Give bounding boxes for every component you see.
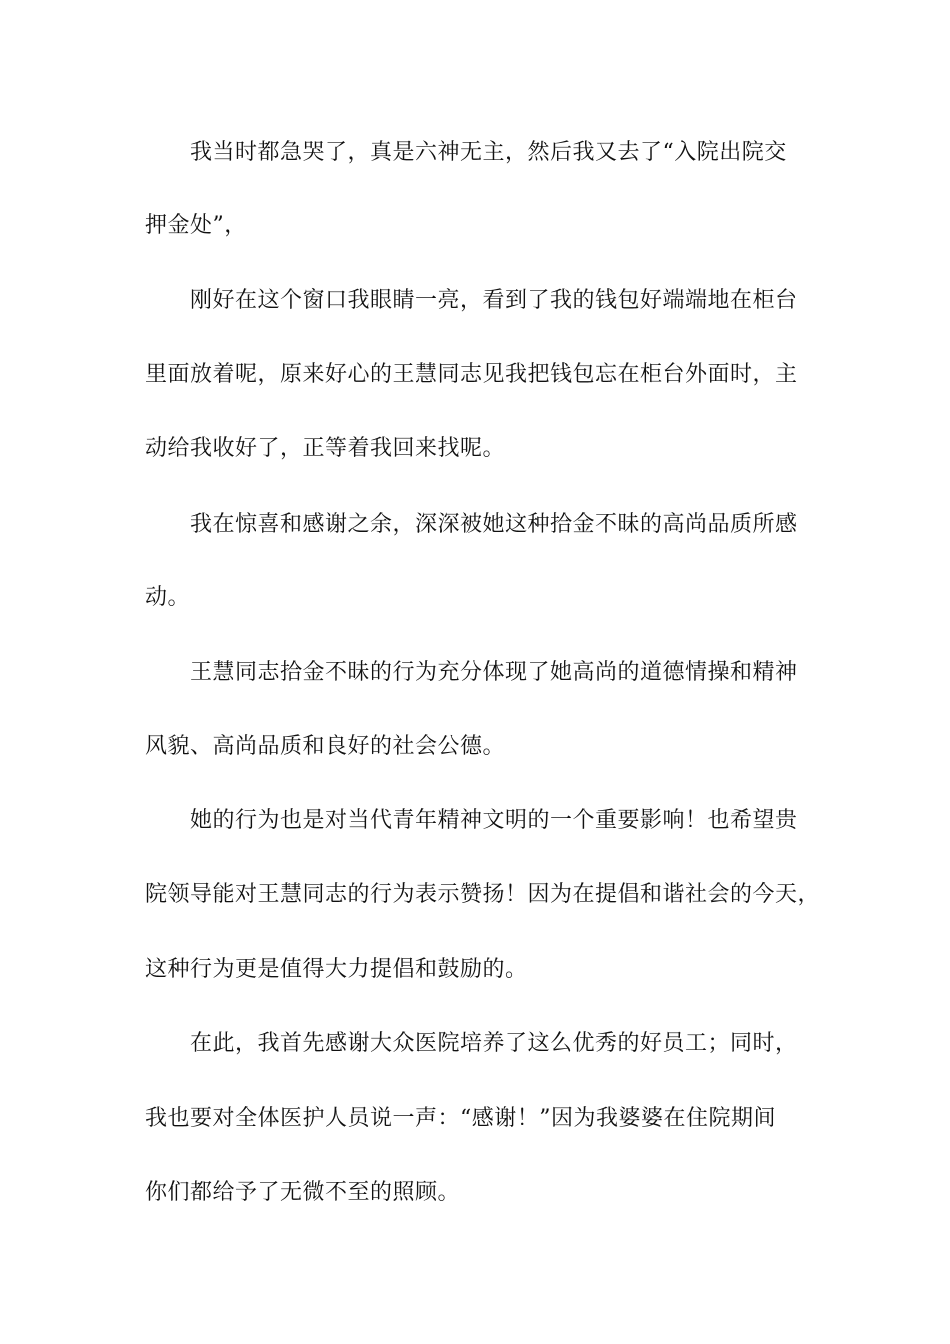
- text-line: 我也要对全体医护人员说一声：“感谢！”因为我婆婆在住院期间: [145, 1106, 776, 1131]
- text-line: 动给我收好了，正等着我回来找呢。: [145, 436, 506, 461]
- text-line: 风貌、高尚品质和良好的社会公德。: [145, 734, 506, 759]
- text-line: 里面放着呢，原来好心的王慧同志见我把钱包忘在柜台外面时，主: [145, 362, 798, 387]
- text-line: 你们都给予了无微不至的照顾。: [145, 1180, 461, 1205]
- text-line: 这种行为更是值得大力提倡和鼓励的。: [145, 957, 528, 982]
- text-line: 动。: [145, 585, 191, 610]
- text-line: 院领导能对王慧同志的行为表示赞扬！因为在提倡和谐社会的今天，: [145, 882, 821, 907]
- text-line: 她的行为也是对当代青年精神文明的一个重要影响！也希望贵: [190, 808, 798, 833]
- text-line: 我当时都急哭了，真是六神无主，然后我又去了“入院出院交: [190, 140, 787, 165]
- text-line: 押金处”，: [145, 213, 247, 238]
- text-line: 刚好在这个窗口我眼睛一亮，看到了我的钱包好端端地在柜台: [190, 288, 798, 313]
- text-line: 我在惊喜和感谢之余，深深被她这种拾金不昧的高尚品质所感: [190, 512, 798, 537]
- text-line: 在此，我首先感谢大众医院培养了这么优秀的好员工；同时，: [190, 1031, 798, 1056]
- text-line: 王慧同志拾金不昧的行为充分体现了她高尚的道德情操和精神: [190, 660, 798, 685]
